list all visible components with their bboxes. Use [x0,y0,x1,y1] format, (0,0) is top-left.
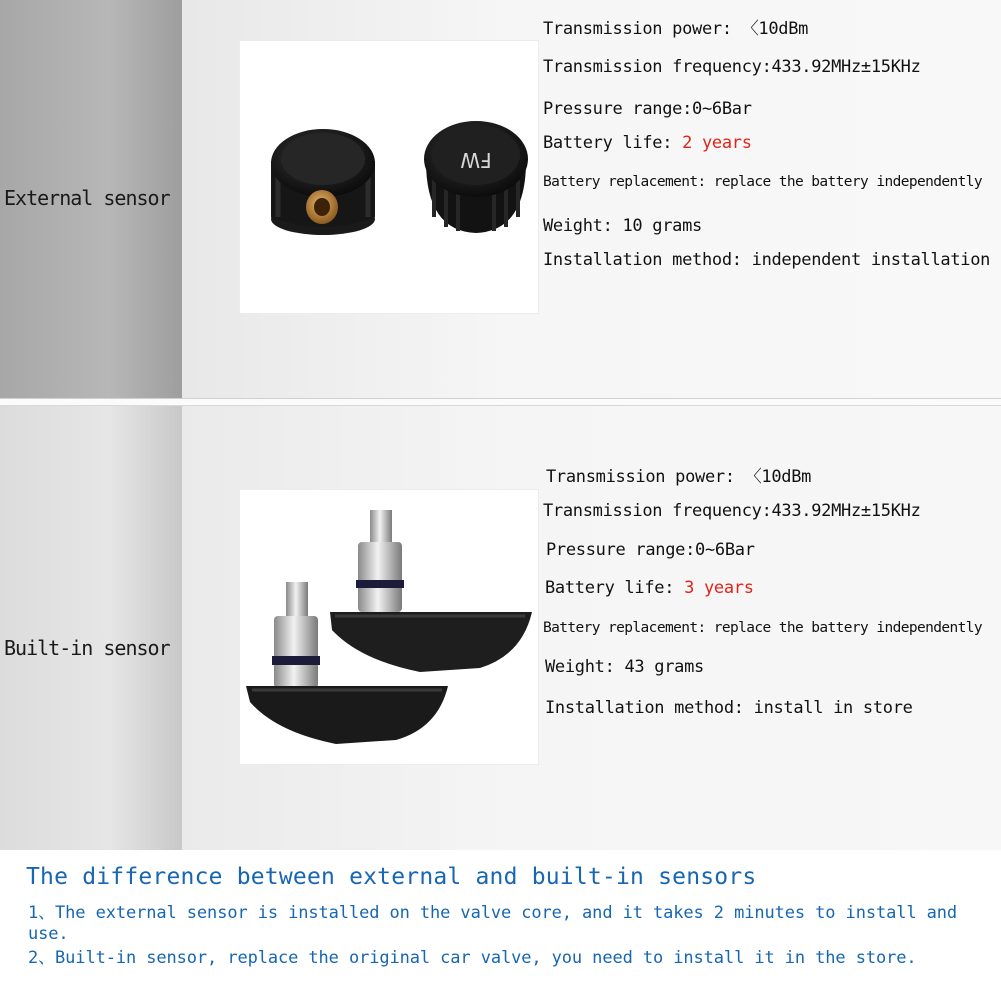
external-spec-pressure: Pressure range:0∼6Bar [543,99,752,119]
fw-cap-icon [424,121,528,233]
external-spec-frequency: Transmission frequency:433.92MHz±15KHz [543,57,921,77]
battery-life-prefix: Battery life: [545,578,685,598]
external-spec-power: Transmission power: 〈10dBm [543,19,809,39]
external-spec-installation: Installation method: independent installation [543,250,991,270]
external-spec-replacement: Battery replacement: replace the battery independently [543,174,983,190]
difference-title: The difference between external and built-in sensors [26,864,757,890]
builtin-sensor-label: Built-in sensor [4,636,170,660]
open-cap-icon [271,129,375,235]
builtin-spec-replacement: Battery replacement: replace the battery independently [543,620,983,636]
builtin-sensor-photo [239,489,539,765]
builtin-spec-power: Transmission power: 〈10dBm [546,467,812,487]
builtin-spec-pressure: Pressure range:0∼6Bar [546,540,755,560]
battery-life-prefix: Battery life: [543,133,683,153]
builtin-label-column [0,406,182,850]
difference-note-1: 1、The external sensor is installed on the valve core, and it takes 2 minutes to install and use. [28,903,958,944]
battery-life-value: 3 years [684,578,754,598]
panel-divider [0,398,1001,406]
builtin-spec-frequency: Transmission frequency:433.92MHz±15KHz [543,501,921,521]
external-spec-weight: Weight: 10 grams [543,216,702,236]
external-sensor-caps-image [240,41,538,313]
svg-text:FW: FW [460,148,492,172]
battery-life-value: 2 years [682,133,752,153]
builtin-spec-battery [545,578,754,598]
external-sensor-photo [239,40,539,314]
difference-note-2: 2、Built-in sensor, replace the original car valve, you need to install it in the store. [28,948,917,968]
builtin-spec-installation: Installation method: install in store [545,698,913,718]
builtin-sensor-valves-image [240,490,538,764]
external-spec-battery [543,133,752,153]
builtin-spec-weight: Weight: 43 grams [545,657,704,677]
difference-section [0,850,1001,1001]
builtin-valve-sensor-back-icon [330,510,532,672]
external-sensor-label: External sensor [4,186,170,210]
external-label-column [0,0,182,398]
